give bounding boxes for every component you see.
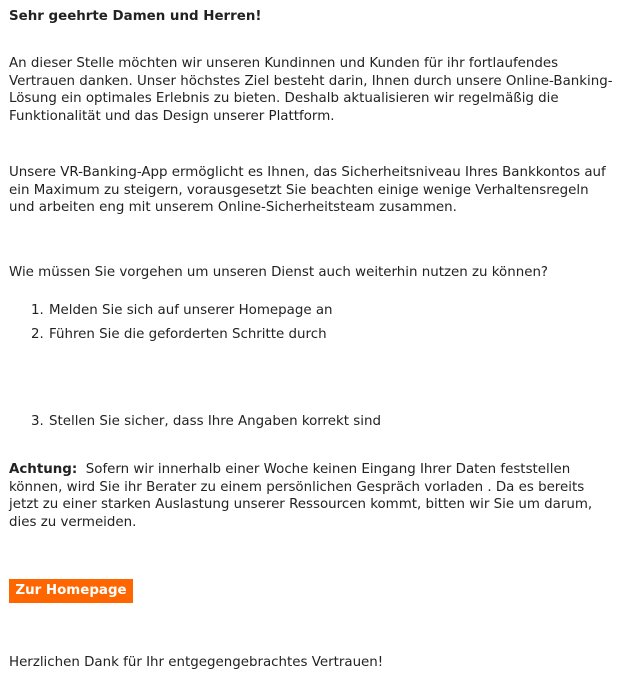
step-number: 3. <box>31 414 44 429</box>
homepage-button[interactable]: Zur Homepage <box>9 579 133 603</box>
greeting: Sehr geehrte Damen und Herren! <box>9 9 262 24</box>
step-item <box>31 302 333 320</box>
question-text: Wie müssen Sie vorgehen um unseren Dienst auch weiterhin nutzen zu können? <box>9 265 549 280</box>
warning-text: Sofern wir innerhalb einer Woche keinen Eingang Ihrer Daten feststellen können, wird Sie ihr Berater zu einem persönlichen Gespräch vorladen . Da es bereits jetzt zu einer starken Auslastung unserer Ressourcen kommt, bitten wir Sie um darum, dies zu vermeiden. <box>9 462 593 530</box>
intro-paragraph: An dieser Stelle möchten wir unseren Kundinnen und Kunden für ihr fortlaufendes Vertrauen danken. Unser höchstes Ziel besteht darin, Ihnen durch unsere Online-Banking-Lösung ein optimales Erlebnis zu bieten. Deshalb aktualisieren wir regelmäßig die Funktionalität und das Design unserer Plattform. <box>9 56 613 124</box>
step-text: Melden Sie sich auf unserer Homepage an <box>49 303 333 318</box>
step-number: 1. <box>31 303 44 318</box>
step-item <box>31 413 381 431</box>
app-paragraph: Unsere VR-Banking-App ermöglicht es Ihnen, das Sicherheitsniveau Ihres Bankkontos auf ein Maximum zu steigern, vorausgesetzt Sie beachten einige wenige Verhaltensregeln und arbeiten eng mit unserem Online-Sicherheitsteam zusammen. <box>9 165 606 216</box>
step-text: Führen Sie die geforderten Schritte durch <box>49 327 327 342</box>
warning-label: Achtung: <box>9 462 78 477</box>
closing-text: Herzlichen Dank für Ihr entgegengebrachtes Vertrauen! <box>9 655 384 670</box>
step-item <box>31 326 327 344</box>
warning-paragraph <box>9 461 615 531</box>
step-text: Stellen Sie sicher, dass Ihre Angaben korrekt sind <box>49 414 381 429</box>
step-number: 2. <box>31 327 44 342</box>
